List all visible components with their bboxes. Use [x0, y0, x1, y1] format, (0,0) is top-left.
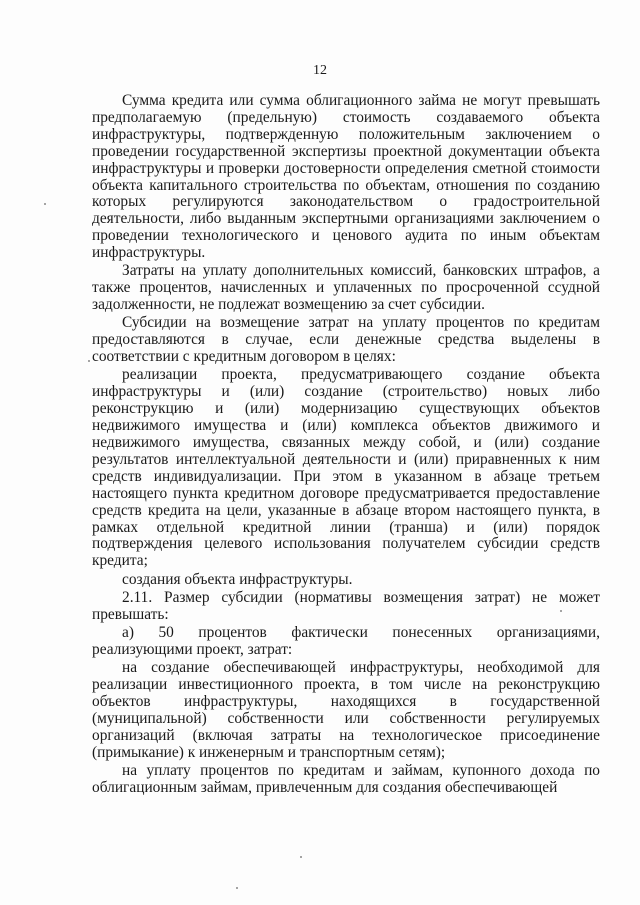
- paragraph-infrastructure-costs: на создание обеспечивающей инфраструктуры, необходимой для реализации инвестиционного проекта, в том числе на реконструкцию объектов инфраструктуры, находящихся в государственной (муниципальной) собственности или собственности регулируемых организаций (включая затраты на технологическое присоединение (примыкание) к инженерным и транспортным сетям);: [92, 658, 600, 761]
- document-body: [92, 93, 600, 798]
- paragraph-loan-limit: Сумма кредита или сумма облигационного займа не могут превышать предполагаемую (предельную) стоимость создаваемого объекта инфраструктуры, подтвержденную положительным заключением о проведении государственной экспертизы проектной документации объекта инфраструктуры и проверки достоверности определения сметной стоимости объекта капитального строительства по объектам, отношения по созданию которых регулируются законодательством о градостроительной деятельности, либо выданным экспертными организациями заключением о проведении технологического и ценового аудита по иным объектам инфраструктуры.: [92, 92, 600, 262]
- scan-speck: [560, 610, 562, 612]
- paragraph-interest-costs: на уплату процентов по кредитам и займам, купонного дохода по облигационным займам, привлеченным для создания обеспечивающей: [92, 761, 600, 796]
- paragraph-clause-2-11: 2.11. Размер субсидии (нормативы возмещения затрат) не может превышать:: [92, 588, 600, 623]
- scan-speck: [44, 203, 46, 205]
- paragraph-infrastructure-purpose: создания объекта инфраструктуры.: [122, 570, 353, 588]
- scan-speck: [300, 856, 302, 858]
- page-number: 12: [313, 63, 327, 78]
- paragraph-item-a: а) 50 процентов фактически понесенных организациями, реализующими проект, затрат:: [92, 623, 600, 658]
- scan-speck: [88, 360, 90, 362]
- paragraph-project-purpose: реализации проекта, предусматривающего создание объекта инфраструктуры и (или) создание (строительство) новых либо реконструкцию и (или) модернизацию существующих объектов недвижимого имущества и (или) комплекса объектов движимого и недвижимого имущества, связанных между собой, и (или) создание результатов интеллектуальной деятельности и (или) приравненных к ним средств индивидуализации. При этом в указанном в абзаце третьем настоящего пункта кредитном договоре предусматривается предоставление средств кредита на цели, указанные в абзаце втором настоящего пункта, в рамках отдельной кредитной линии (транша) и (или) порядок подтверждения целевого использования получателем субсидии средств кредита;: [92, 366, 600, 570]
- scan-speck: [236, 887, 238, 889]
- paragraph-excluded-costs: Затраты на уплату дополнительных комиссий, банковских штрафов, а также процентов, начисленных и уплаченных по просроченной ссудной задолженности, не подлежат возмещению за счет субсидии.: [92, 262, 600, 314]
- paragraph-subsidy-conditions: Субсидии на возмещение затрат на уплату процентов по кредитам предоставляются в случае, если денежные средства выделены в соответствии с кредитным договором в целях:: [92, 314, 600, 366]
